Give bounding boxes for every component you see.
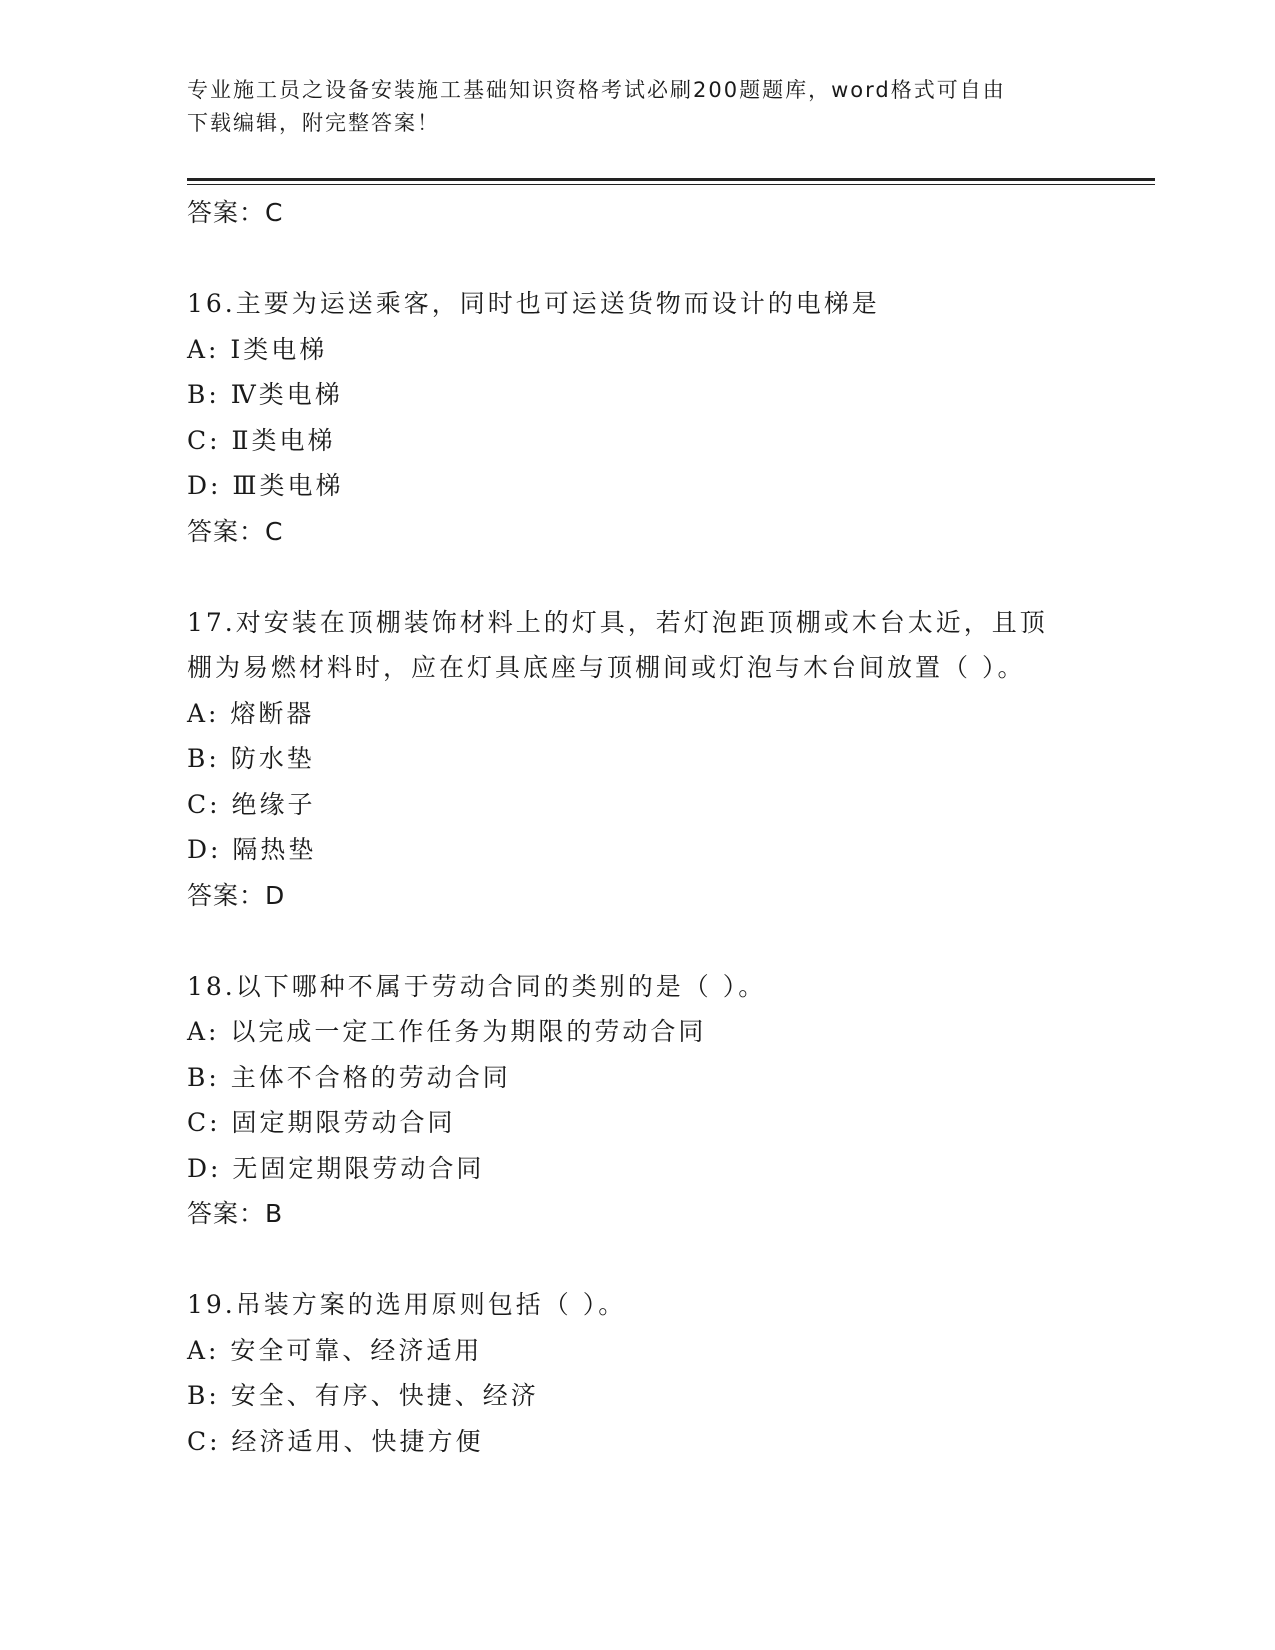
option-c: C: 绝缘子 — [187, 789, 316, 819]
question-stem: 16.主要为运送乘客，同时也可运送货物而设计的电梯是 — [187, 289, 880, 318]
option-a: A: Ⅰ类电梯 — [187, 334, 328, 364]
answer-line: 答案：C — [187, 516, 284, 546]
question-list — [187, 190, 1147, 1464]
spacer — [187, 236, 1147, 282]
option-b: B: 防水垫 — [187, 744, 315, 773]
option-b: B: 安全、有序、快捷、经济 — [187, 1381, 539, 1410]
option-a: A: 熔断器 — [187, 698, 315, 728]
header-rule-thin — [187, 184, 1155, 185]
option-d: D: Ⅲ类电梯 — [187, 471, 344, 500]
option-c: C: 经济适用、快捷方便 — [187, 1426, 484, 1456]
option-b: B: Ⅳ类电梯 — [187, 380, 343, 409]
answer-line: 答案：D — [187, 880, 286, 910]
spacer — [187, 918, 1147, 964]
answer-line: 答案：C — [187, 198, 284, 227]
option-d: D: 隔热垫 — [187, 835, 317, 864]
spacer — [187, 554, 1147, 600]
question-block — [187, 600, 1147, 919]
question-stem: 19.吊装方案的选用原则包括（ ）。 — [187, 1290, 627, 1319]
option-c: C: 固定期限劳动合同 — [187, 1108, 456, 1137]
option-b: B: 主体不合格的劳动合同 — [187, 1062, 511, 1092]
option-d: D: 无固定期限劳动合同 — [187, 1153, 485, 1183]
header-rule-thick — [187, 178, 1155, 181]
answer-line: 答案：B — [187, 1199, 284, 1228]
option-a: A: 以完成一定工作任务为期限的劳动合同 — [187, 1017, 707, 1046]
option-a: A: 安全可靠、经济适用 — [187, 1335, 483, 1365]
question-block — [187, 964, 1147, 1237]
option-c: C: Ⅱ类电梯 — [187, 425, 336, 455]
header-line-1: 专业施工员之设备安装施工基础知识资格考试必刷200题题库，word格式可自由 — [187, 78, 1006, 102]
question-block — [187, 281, 1147, 554]
question-stem: 17.对安装在顶棚装饰材料上的灯具，若灯泡距顶棚或木台太近，且顶 — [187, 607, 1048, 637]
header-line-2: 下载编辑，附完整答案！ — [187, 111, 440, 135]
document-header — [187, 74, 1087, 140]
spacer — [187, 1237, 1147, 1283]
question-stem: 18.以下哪种不属于劳动合同的类别的是（ ）。 — [187, 971, 767, 1001]
question-block — [187, 1282, 1147, 1464]
question-stem-continued: 棚为易燃材料时，应在灯具底座与顶棚间或灯泡与木台间放置（ ）。 — [187, 653, 1026, 682]
